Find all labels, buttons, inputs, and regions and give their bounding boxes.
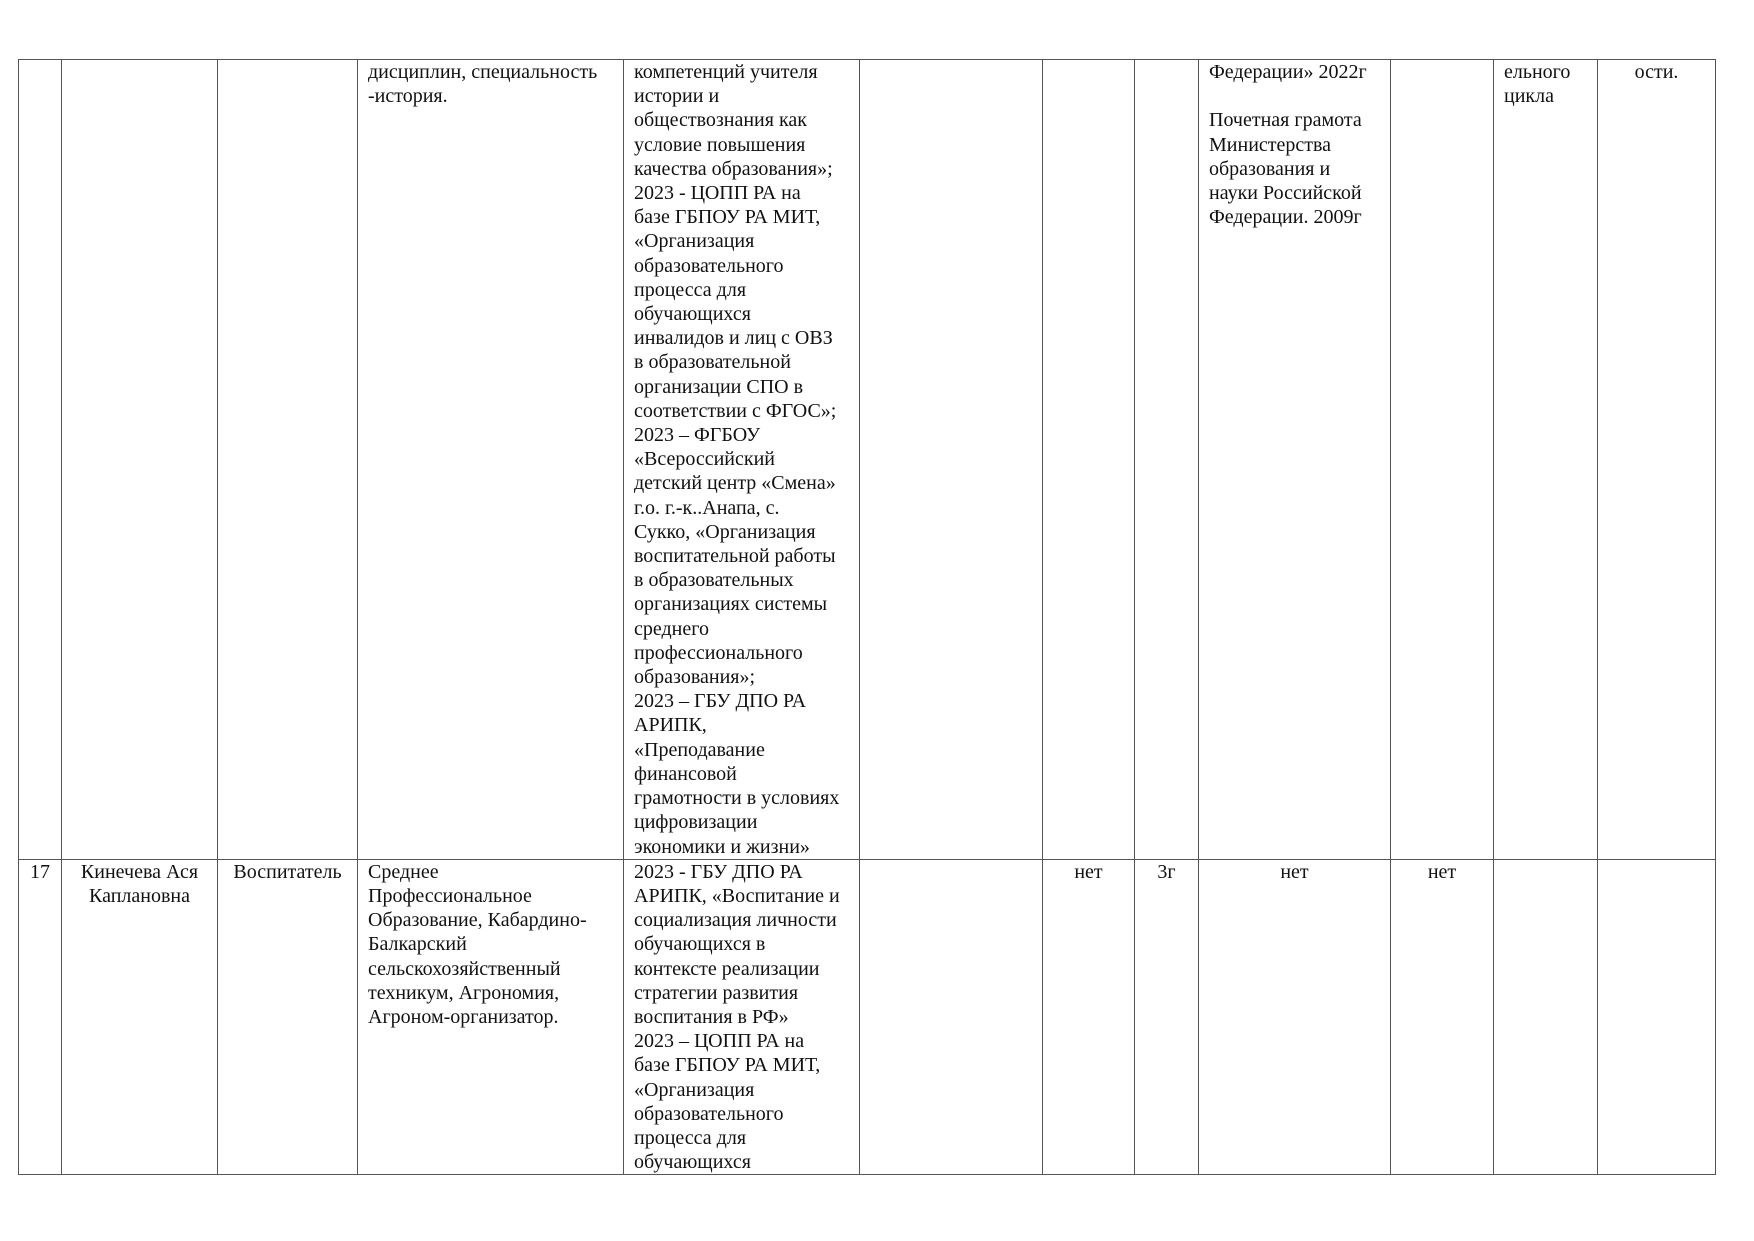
- text-line: Агроном-организатор.: [368, 1005, 559, 1028]
- cell-col12: ости.: [1598, 60, 1716, 860]
- blank-line: [1209, 84, 1380, 108]
- cell-col10: нет: [1391, 859, 1494, 1175]
- text-line: финансовой: [634, 762, 737, 785]
- cell-awards: нет: [1199, 859, 1391, 1175]
- text-line: 2023 - ГБУ ДПО РА: [634, 860, 803, 883]
- text-line: 2023 – ГБУ ДПО РА: [634, 690, 807, 713]
- text-line: среднего: [634, 617, 709, 640]
- text-line: 2023 – ЦОПП РА на: [634, 1030, 805, 1053]
- text-line: Образование, Кабардино-: [368, 909, 587, 932]
- text-line: профессионального: [634, 641, 803, 664]
- text-line: детский центр «Смена»: [634, 472, 836, 495]
- cell-awards: [1199, 60, 1391, 860]
- text-line: инвалидов и лиц с ОВЗ: [634, 327, 833, 350]
- text-line: соответствии с ФГОС»;: [634, 399, 837, 422]
- text-line: науки Российской: [1209, 182, 1362, 204]
- text-line: образования»;: [634, 666, 756, 689]
- cell-col11: [1494, 60, 1598, 860]
- cell-col10: [1391, 60, 1494, 860]
- text-line: цикла: [1504, 85, 1554, 108]
- text-line: образовательного: [634, 1102, 784, 1125]
- cell-education: [358, 60, 624, 860]
- text-line: воспитательной работы: [634, 545, 836, 568]
- text-line: образовательного: [634, 254, 784, 277]
- cell-col7: [1043, 60, 1135, 860]
- cell-position: Воспитатель: [218, 859, 358, 1175]
- text-line: АРИПК, «Воспитание и: [634, 884, 840, 907]
- cell-name: [62, 859, 218, 1175]
- text-line: ельного: [1504, 61, 1571, 83]
- text-line: -история.: [368, 85, 448, 108]
- text-line: цифровизации: [634, 811, 758, 834]
- text-line: 2023 - ЦОПП РА на: [634, 182, 801, 205]
- cell-number: 17: [19, 859, 62, 1175]
- text-line: обучающихся: [634, 303, 751, 326]
- text-line: Федерации. 2009г: [1209, 206, 1362, 229]
- text-line: «Преподавание: [634, 738, 765, 761]
- text-line: обществознания как: [634, 109, 807, 132]
- cell-col11: [1494, 859, 1598, 1175]
- text-line: Профессиональное: [368, 884, 532, 907]
- cell-col12: [1598, 859, 1716, 1175]
- text-line: обучающихся в: [634, 933, 766, 956]
- cell-education: [358, 859, 624, 1175]
- text-line: контексте реализации: [634, 957, 820, 980]
- text-line: воспитания в РФ»: [634, 1005, 789, 1028]
- text-line: качества образования»;: [634, 157, 833, 180]
- text-line: социализация личности: [634, 909, 837, 932]
- cell-col6: [860, 60, 1043, 860]
- text-line: сельскохозяйственный: [368, 957, 561, 980]
- text-line: базе ГБПОУ РА МИТ,: [634, 206, 821, 229]
- text-line: организациях системы: [634, 593, 828, 616]
- staff-table: [18, 59, 1716, 1175]
- table-row: [19, 60, 1716, 860]
- text-line: «Организация: [634, 230, 755, 253]
- text-line: обучающихся: [634, 1151, 751, 1174]
- text-line: грамотности в условиях: [634, 787, 840, 810]
- text-line: компетенций учителя: [634, 61, 818, 83]
- text-line: в образовательных: [634, 569, 794, 592]
- text-line: Федерации» 2022г: [1209, 61, 1367, 83]
- cell-training: [624, 859, 860, 1175]
- text-line: условие повышения: [634, 133, 806, 156]
- text-line: Министерства: [1209, 133, 1332, 156]
- cell-col8: [1135, 60, 1199, 860]
- text-line: в образовательной: [634, 351, 791, 374]
- text-line: процесса для: [634, 1126, 747, 1149]
- text-line: истории и: [634, 85, 720, 108]
- cell-position: [218, 60, 358, 860]
- text-line: АРИПК,: [634, 714, 707, 737]
- text-line: Сукко, «Организация: [634, 520, 816, 543]
- text-line: 2023 – ФГБОУ: [634, 424, 761, 447]
- text-line: дисциплин, специальность: [368, 61, 598, 83]
- cell-col7: нет: [1043, 859, 1135, 1175]
- text-line: Среднее: [368, 860, 439, 883]
- cell-col8: 3г: [1135, 859, 1199, 1175]
- text-line: Каплановна: [89, 884, 190, 907]
- text-line: экономики и жизни»: [634, 835, 810, 858]
- text-line: базе ГБПОУ РА МИТ,: [634, 1054, 821, 1077]
- text-line: г.о. г.-к..Анапа, с.: [634, 496, 780, 519]
- cell-name: [62, 60, 218, 860]
- text-line: процесса для: [634, 278, 747, 301]
- text-line: «Организация: [634, 1078, 755, 1101]
- text-line: Почетная грамота: [1209, 109, 1362, 132]
- text-line: техникум, Агрономия,: [368, 981, 560, 1004]
- cell-training: [624, 60, 860, 860]
- text-line: стратегии развития: [634, 981, 799, 1004]
- cell-number: [19, 60, 62, 860]
- cell-col6: [860, 859, 1043, 1175]
- text-line: организации СПО в: [634, 375, 804, 398]
- text-line: образования и: [1209, 157, 1331, 180]
- text-line: Балкарский: [368, 933, 467, 956]
- text-line: Кинечева Ася: [80, 860, 199, 883]
- text-line: «Всероссийский: [634, 448, 775, 471]
- table-row: [19, 859, 1716, 1175]
